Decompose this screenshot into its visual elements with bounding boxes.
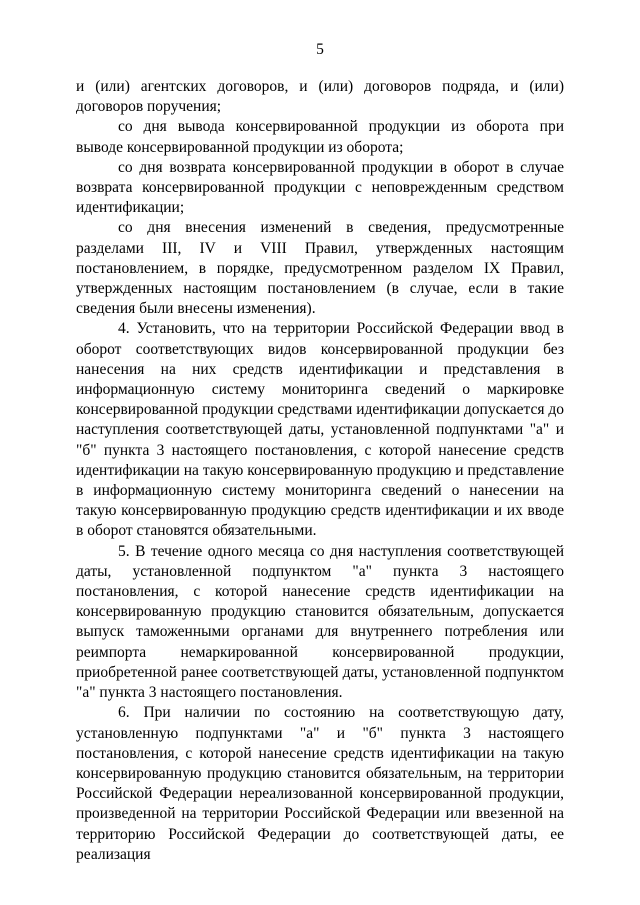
- paragraph-item-5: 5. В течение одного месяца со дня наступления соответствующей даты, установленной подпунктом "а" пункта 3 настоящего постановления, с которой нанесение средств идентификации на консервированную продукцию становится обязательным, допускается выпуск таможенными органами для внутреннего потребления или реимпорта немаркированной консервированной продукции, приобретенной ранее соответствующей даты, установленной подпунктом "а" пункта 3 настоящего постановления.: [76, 542, 564, 702]
- paragraph-withdrawal: со дня вывода консервированной продукции из оборота при выводе консервированной продукции из оборота;: [76, 118, 564, 156]
- paragraph-item-4: 4. Установить, что на территории Российской Федерации ввод в оборот соответствующих видов консервированной продукции без нанесения на них средств идентификации и представления в информационную систему мониторинга сведений о маркировке консервированной продукции средствами идентификации допускается до наступления соответствующей даты, установленной подпунктами "а" и "б" пункта 3 настоящего постановления, с которой нанесение средств идентификации на такую консервированную продукцию и представление в информационную систему мониторинга сведений о нанесении на такую консервированную продукцию средств идентификации и их вводе в оборот становятся обязательными.: [76, 320, 564, 540]
- page-number: 5: [316, 41, 324, 58]
- paragraph-contracts-continuation: и (или) агентских договоров, и (или) договоров подряда, и (или) договоров поручения;: [76, 78, 564, 116]
- paragraph-item-6: 6. При наличии по состоянию на соответствующую дату, установленную подпунктами "а" и "б" пункта 3 настоящего постановления, с которой нанесение средств идентификации на такую консервированную продукцию становится обязательным, на территории Российской Федерации нереализованной консервированной продукции, произведенной на территории Российской Федерации или ввезенной на территорию Российской Федерации до соответствующей даты, ее реализация: [76, 704, 564, 863]
- document-body: [76, 77, 564, 865]
- paragraph-return: со дня возврата консервированной продукции в оборот в случае возврата консервированной продукции с неповрежденным средством идентификации;: [76, 158, 564, 217]
- paragraph-changes: со дня внесения изменений в сведения, предусмотренные разделами III, IV и VIII Правил, утвержденных настоящим постановлением, в порядке, предусмотренном разделом IX Правил, утвержденных настоящим постановлением (в случае, если в такие сведения были внесены изменения).: [76, 219, 564, 318]
